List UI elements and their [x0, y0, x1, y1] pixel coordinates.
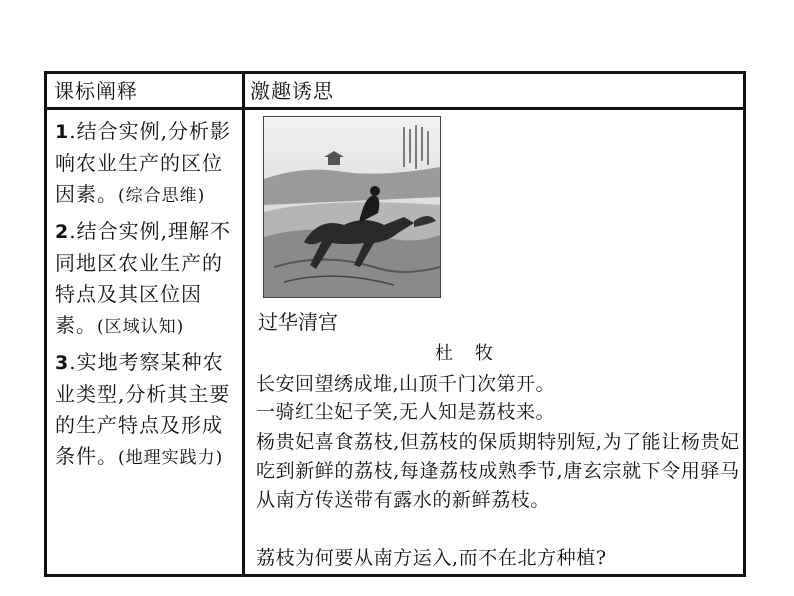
standard-item-1: 1.结合实例,分析影响农业生产的区位因素。(综合思维): [55, 119, 231, 206]
story-paragraph: 杨贵妃喜食荔枝,但荔枝的保质期特别短,为了能让杨贵妃吃到新鲜的荔枝,每逢荔枝成熟季节,唐玄宗就下令用驿马从南方传送带有露水的新鲜荔枝。: [256, 431, 740, 511]
header-row-divider: [47, 107, 743, 110]
standards-table: [44, 71, 746, 577]
poem-line-2: 一骑红尘妃子笑,无人知是荔枝来。: [256, 401, 556, 423]
poem-lines: [256, 370, 746, 426]
column-divider: [242, 74, 245, 574]
poem-author: 杜牧: [435, 343, 515, 364]
standards-list: [55, 116, 235, 478]
standard-item-2: 2.结合实例,理解不同地区农业生产的特点及其区位因素。(区域认知): [55, 219, 231, 337]
standard-item-3: 3.实地考察某种农业类型,分析其主要的生产特点及形成条件。(地理实践力): [55, 350, 231, 468]
header-interest-inspiration: 激趣诱思: [250, 79, 334, 103]
question-text: 荔枝为何要从南方运入,而不在北方种植?: [256, 547, 607, 569]
header-curriculum-standards: 课标阐释: [54, 79, 138, 103]
poem-title: 过华清宫: [258, 310, 338, 334]
ink-painting-horse-rider-image: [263, 116, 441, 298]
painting-illustration: [264, 117, 440, 297]
poem-line-1: 长安回望绣成堆,山顶千门次第开。: [256, 373, 556, 395]
